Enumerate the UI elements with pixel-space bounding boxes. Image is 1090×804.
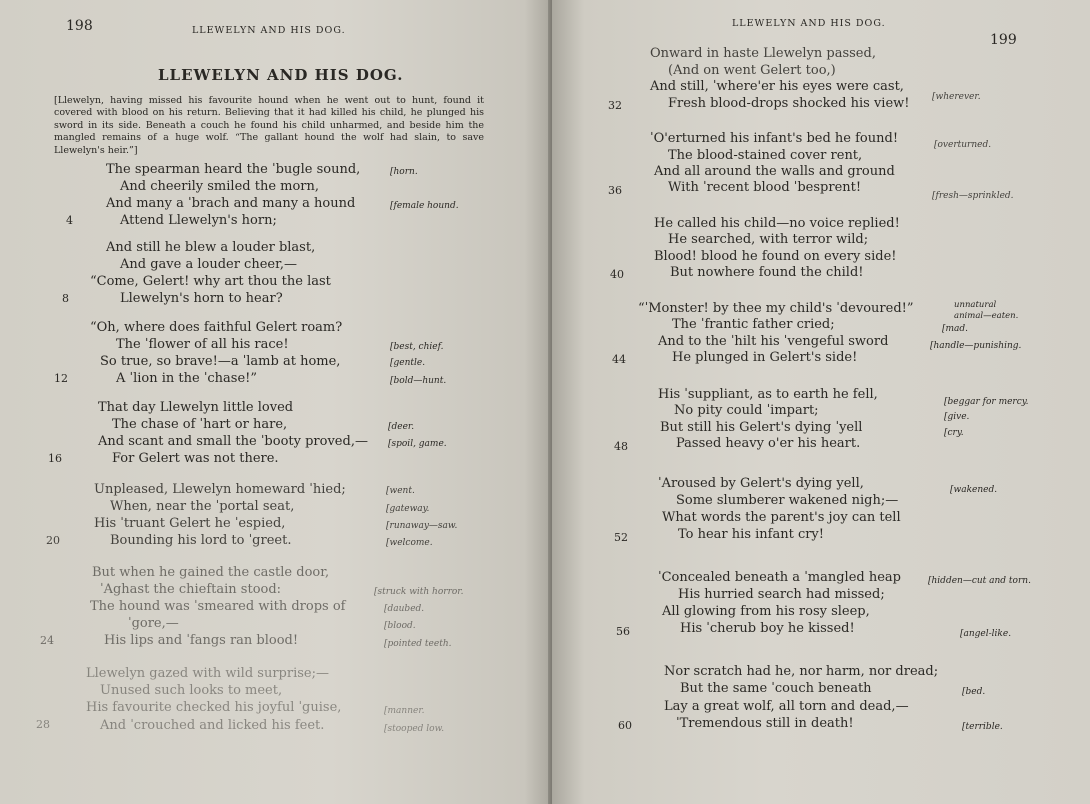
line-number: 4 [66, 214, 73, 227]
verse-line: ˈConcealed beneath a ˈmangled heap [658, 570, 901, 585]
gloss: [manner. [384, 706, 425, 716]
verse-line: And still, ˈwhere'er his eyes were cast, [650, 79, 904, 94]
gloss: [wakened. [950, 485, 998, 495]
gloss: [cry. [944, 428, 964, 438]
gloss: [angel-like. [960, 629, 1012, 639]
line-number: 52 [614, 531, 628, 544]
gloss: [blood. [384, 621, 416, 631]
line-number: 20 [46, 534, 60, 547]
verse-line: He called his child—no voice replied! [654, 216, 900, 231]
gloss: [handle—punishing. [930, 341, 1022, 351]
verse-line: Blood! blood he found on every side! [654, 249, 897, 264]
verse-line: The blood-stained cover rent, [668, 148, 863, 163]
gloss: [struck with horror. [374, 587, 464, 597]
line-number: 24 [40, 634, 54, 647]
line-number: 60 [618, 719, 632, 732]
verse-line: And many a ˈbrach and many a hound [106, 196, 356, 211]
gloss: [mad. [942, 324, 969, 334]
poem-title: LLEWELYN AND HIS DOG. [158, 66, 404, 84]
verse-line: Unpleased, Llewelyn homeward ˈhied; [94, 482, 346, 497]
verse-line: His ˈcherub boy he kissed! [680, 621, 855, 636]
verse-line: With ˈrecent blood ˈbesprent! [668, 180, 862, 195]
verse-line: ˈAroused by Gelert's dying yell, [658, 476, 864, 491]
gloss: [pointed teeth. [384, 639, 452, 649]
verse-line: “Come, Gelert! why art thou the last [90, 274, 331, 289]
verse-line: Some slumberer wakened nigh;— [676, 493, 899, 508]
gloss: [best, chief. [390, 342, 444, 352]
gloss: [welcome. [386, 538, 433, 548]
line-number: 44 [612, 353, 626, 366]
line-number: 32 [608, 99, 622, 112]
verse-line: The ˈfrantic father cried; [672, 317, 835, 332]
verse-line: His favourite checked his joyful ˈguise, [86, 700, 342, 715]
line-number: 16 [48, 452, 62, 465]
verse-line: The hound was ˈsmeared with drops of [90, 599, 346, 614]
verse-line: The spearman heard the ˈbugle sound, [106, 162, 361, 177]
verse-line: Nor scratch had he, nor harm, nor dread; [664, 664, 939, 679]
verse-line: ˈAghast the chieftain stood: [100, 582, 282, 597]
right-page [552, 0, 1090, 804]
line-number: 28 [36, 718, 50, 731]
verse-line: “Oh, where does faithful Gelert roam? [90, 320, 343, 335]
verse-line: (And on went Gelert too,) [668, 63, 836, 78]
poem-intro: [Llewelyn, having missed his favourite hound when he went out to hunt, found it covered with blood on his return. Believing that it had killed his child, he plunged his sword in its side. Beneath a couch he found his child unharmed, and beside him the mangled remains of a huge wolf. “The gallant hound the wolf had slain, to save Llewelyn's heir.”] [54, 95, 484, 156]
line-number: 36 [608, 184, 622, 197]
verse-line: He searched, with terror wild; [668, 232, 869, 247]
verse-line: The chase of ˈhart or hare, [112, 417, 288, 432]
verse-line: “ˈMonster! by thee my child's ˈdevoured!” [638, 301, 914, 316]
gloss: [stooped low. [384, 724, 445, 734]
page-number: 198 [66, 18, 93, 34]
line-number: 48 [614, 440, 628, 453]
verse-line: His lips and ˈfangs ran blood! [104, 633, 299, 648]
verse-line: And ˈcrouched and licked his feet. [100, 718, 325, 733]
line-number: 56 [616, 625, 630, 638]
verse-line: And all around the walls and ground [654, 164, 895, 179]
gloss: [bed. [962, 687, 986, 697]
verse-line: The ˈflower of all his race! [116, 337, 289, 352]
verse-line: And scant and small the ˈbooty proved,— [98, 434, 368, 449]
gloss: [gentle. [390, 358, 426, 368]
verse-line: He plunged in Gelert's side! [672, 350, 858, 365]
verse-line: His ˈtruant Gelert he ˈespied, [94, 516, 286, 531]
gloss: [bold—hunt. [390, 376, 447, 386]
verse-line: But the same ˈcouch beneath [680, 681, 872, 696]
gloss: [horn. [390, 167, 418, 177]
gloss: unnatural [954, 300, 997, 310]
running-head: LLEWELYN AND HIS DOG. [192, 25, 346, 36]
gloss: [wherever. [932, 92, 981, 102]
verse-line: That day Llewelyn little loved [98, 400, 294, 415]
gloss: [daubed. [384, 604, 425, 614]
verse-line: What words the parent's joy can tell [662, 510, 901, 525]
verse-line: For Gelert was not there. [112, 451, 279, 466]
gloss: [deer. [388, 422, 415, 432]
verse-line: ˈgore,— [128, 616, 179, 631]
verse-line: But nowhere found the child! [670, 265, 864, 280]
verse-line: No pity could ˈimpart; [674, 403, 819, 418]
verse-line: And to the ˈhilt his ˈvengeful sword [658, 334, 889, 349]
verse-line: And still he blew a louder blast, [106, 240, 316, 255]
verse-line: When, near the ˈportal seat, [110, 499, 295, 514]
verse-line: Attend Llewelyn's horn; [120, 213, 277, 228]
gloss: [fresh—sprinkled. [932, 191, 1014, 201]
verse-line: His ˈsuppliant, as to earth he fell, [658, 387, 878, 402]
verse-line: Onward in haste Llewelyn passed, [650, 46, 876, 61]
verse-line: But still his Gelert's dying ˈyell [660, 420, 863, 435]
line-number: 8 [62, 292, 69, 305]
line-number: 12 [54, 372, 68, 385]
verse-line: And gave a louder cheer,— [120, 257, 298, 272]
verse-line: And cheerily smiled the morn, [120, 179, 320, 194]
verse-line: But when he gained the castle door, [92, 565, 330, 580]
running-head: LLEWELYN AND HIS DOG. [732, 18, 886, 29]
gloss: [went. [386, 486, 415, 496]
page-number: 199 [990, 32, 1017, 48]
verse-line: So true, so brave!—a ˈlamb at home, [100, 354, 341, 369]
line-number: 40 [610, 268, 624, 281]
verse-line: Llewelyn gazed with wild surprise;— [86, 666, 329, 681]
verse-line: Unused such looks to meet, [100, 683, 283, 698]
verse-line: ˈTremendous still in death! [676, 716, 854, 731]
verse-line: Fresh blood-drops shocked his view! [668, 96, 910, 111]
gloss: [runaway—saw. [386, 521, 458, 531]
gloss: animal—eaten. [954, 311, 1019, 321]
verse-line: Lay a great wolf, all torn and dead,— [664, 699, 909, 714]
gloss: [overturned. [934, 140, 992, 150]
gloss: [beggar for mercy. [944, 397, 1029, 407]
verse-line: To hear his infant cry! [678, 527, 825, 542]
gloss: [give. [944, 412, 970, 422]
verse-line: All glowing from his rosy sleep, [662, 604, 870, 619]
verse-line: ˈO'erturned his infant's bed he found! [650, 131, 899, 146]
verse-line: A ˈlion in the ˈchase!” [116, 371, 258, 386]
verse-line: Passed heavy o'er his heart. [676, 436, 861, 451]
verse-line: Llewelyn's horn to hear? [120, 291, 283, 306]
gloss: [gateway. [386, 504, 430, 514]
gloss: [spoil, game. [388, 439, 447, 449]
gloss: [hidden—cut and torn. [928, 576, 1031, 586]
gloss: [female hound. [390, 201, 459, 211]
gloss: [terrible. [962, 722, 1003, 732]
verse-line: Bounding his lord to ˈgreet. [110, 533, 292, 548]
verse-line: His hurried search had missed; [678, 587, 885, 602]
